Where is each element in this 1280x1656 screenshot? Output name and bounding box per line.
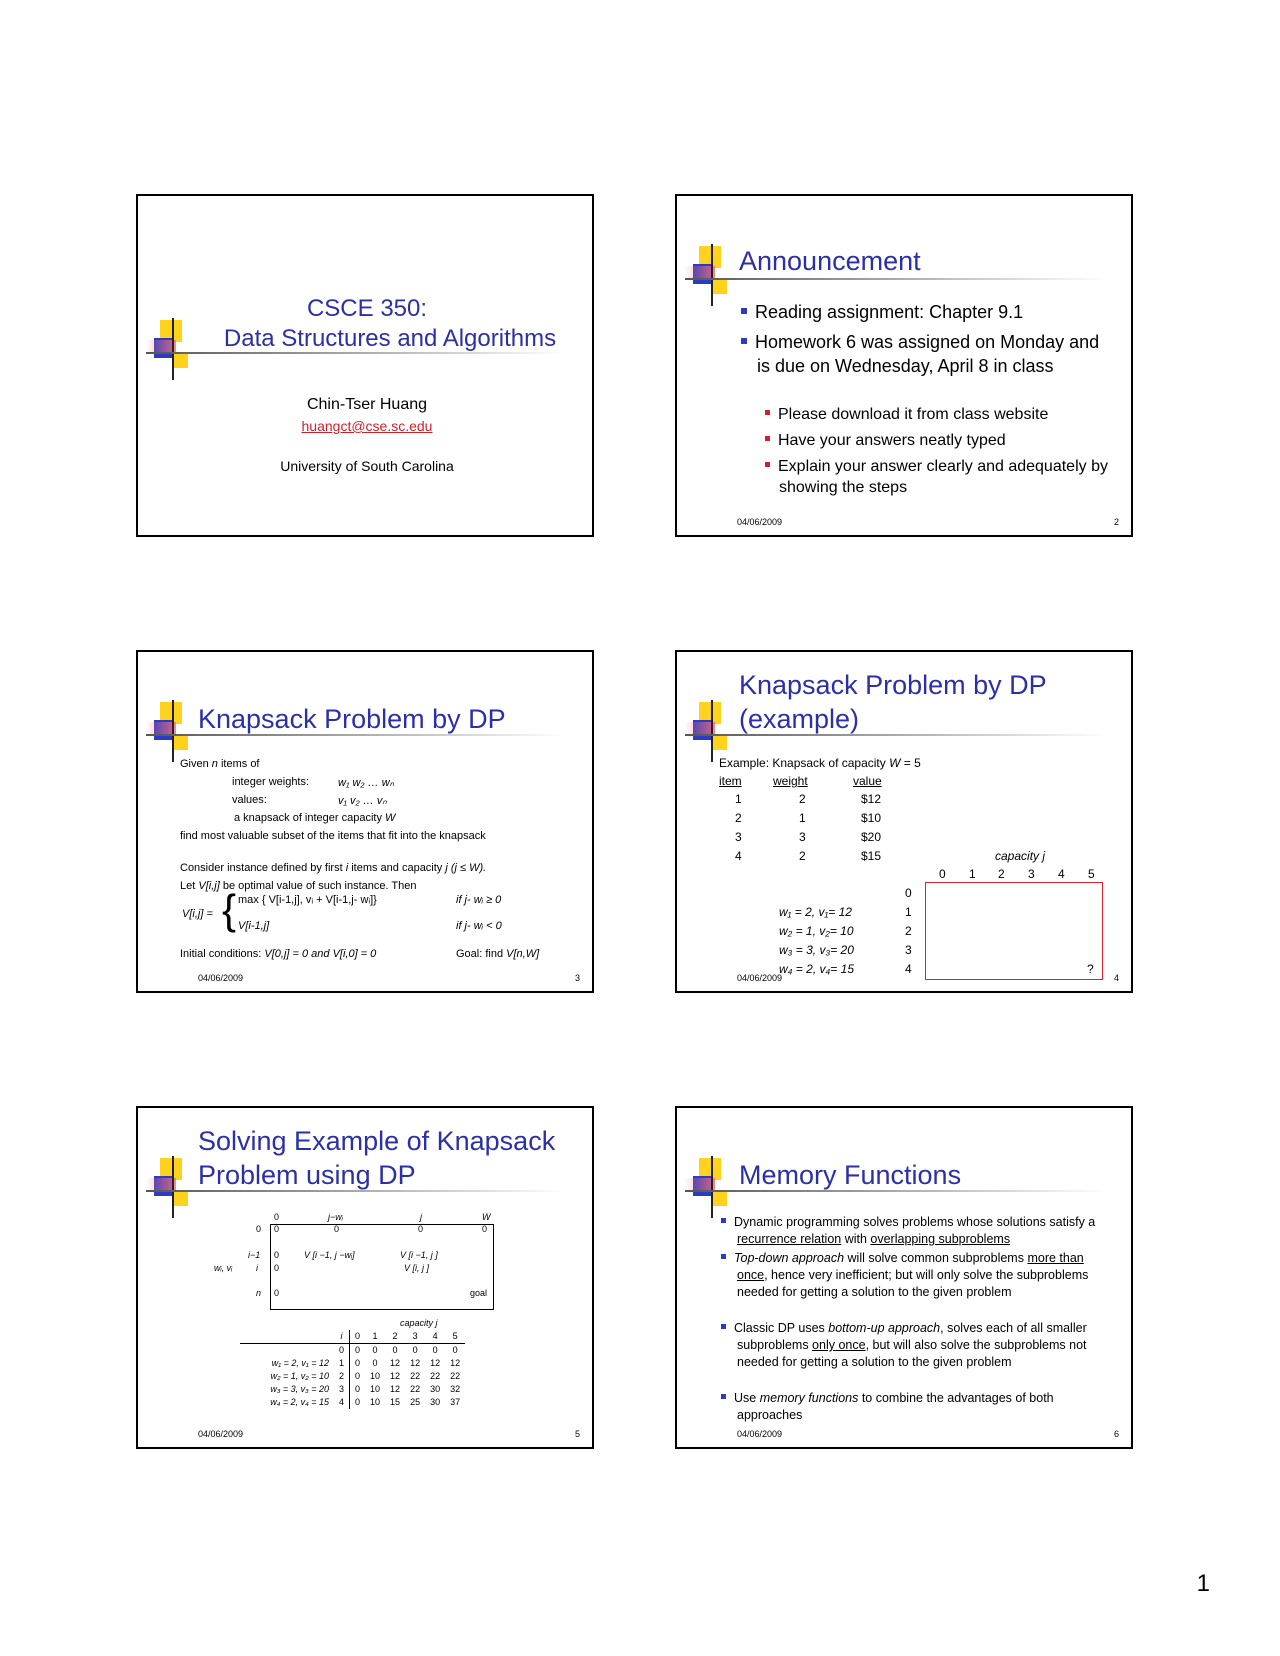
table-cell: 2	[334, 1370, 350, 1383]
weights-label: integer weights:	[232, 776, 310, 788]
table-cell: 0	[355, 1397, 361, 1407]
values-label: values:	[232, 794, 267, 806]
table-cell: 22	[410, 1384, 421, 1394]
weights-values: w₁ w₂ … wₙ	[338, 777, 395, 789]
table-cell: 30	[430, 1397, 441, 1407]
item-cell: 3	[735, 830, 742, 844]
slide-number: 5	[574, 1429, 580, 1439]
value-cell: $12	[861, 792, 882, 806]
grid-cell: V [i, j ]	[404, 1263, 430, 1273]
slide-number: 6	[1113, 1429, 1119, 1439]
table-cell: 30	[430, 1384, 441, 1394]
item-cell: 2	[735, 811, 742, 825]
col-header-value: value	[853, 774, 882, 788]
slide-2	[675, 194, 1133, 537]
row-label	[240, 1330, 334, 1344]
table-cell: 4	[432, 1331, 438, 1341]
row-index: 1	[905, 905, 912, 919]
table-cell: 10	[370, 1397, 381, 1407]
table-cell: 22	[430, 1371, 441, 1381]
grid-row-n: n	[256, 1288, 262, 1298]
table-cell: 12	[430, 1358, 441, 1368]
announcement-sub-1: Please download it from class website	[765, 404, 1125, 425]
grid-cell: V [i −1, j −wᵢ]	[304, 1250, 355, 1260]
table-cell: 12	[390, 1384, 401, 1394]
table-cell: 0	[372, 1345, 378, 1355]
table-cell: 10	[370, 1371, 381, 1381]
table-cell: 12	[410, 1358, 421, 1368]
table-cell: 12	[390, 1358, 401, 1368]
grid-cell: 0	[274, 1224, 280, 1234]
row-label: w₂ = 1, v₂ = 10	[270, 1371, 329, 1381]
author-name: Chin-Tser Huang	[306, 396, 428, 413]
grid-cell: 0	[482, 1224, 488, 1234]
goal: Goal: find V[n,W]	[456, 948, 540, 960]
grid-cell: 0	[418, 1224, 424, 1234]
grid-cell: V [i −1, j ]	[400, 1250, 438, 1260]
slide-decoration	[685, 244, 747, 306]
announcement-sub-3: Explain your answer clearly and adequately by showing the steps	[765, 456, 1131, 498]
table-cell: 0	[355, 1358, 361, 1368]
table-cell: 2	[392, 1331, 398, 1341]
solution-table	[240, 1330, 465, 1409]
value-cell: $10	[861, 811, 882, 825]
page-number: 1	[1196, 1570, 1210, 1597]
grid-cell: 0	[274, 1288, 280, 1298]
slide-date: 04/06/2009	[737, 517, 783, 527]
slide-number: 3	[574, 973, 580, 983]
table-cell: 0	[334, 1344, 350, 1358]
bullet-square-icon	[765, 436, 770, 441]
slide4-title-line2: (example)	[739, 704, 860, 734]
recurrence-case-2: V[i-1,j]	[238, 920, 270, 932]
item-label: w₁ = 2, v₁= 12	[779, 905, 852, 919]
slide-number: 2	[1113, 517, 1119, 527]
memory-bullet-2: Top-down approach will solve common subproblems more than once, hence very inefficient; but will only solve the subproblems needed for getting a solution to the given problem	[721, 1250, 1117, 1301]
grid-cell: 0	[334, 1224, 340, 1234]
table-cell: 0	[412, 1345, 418, 1355]
table-cell: 3	[334, 1383, 350, 1396]
grid-col-j: j	[420, 1212, 422, 1222]
let-line: Let V[i,j] be optimal value of such instance. Then	[180, 880, 417, 892]
slide3-title: Knapsack Problem by DP	[198, 704, 506, 734]
consider-line: Consider instance defined by first i items and capacity j (j ≤ W).	[180, 862, 487, 874]
weight-cell: 1	[799, 811, 806, 825]
item-cell: 4	[735, 849, 742, 863]
bullet-square-icon	[721, 1218, 726, 1223]
recurrence-cond-2: if j- wᵢ < 0	[456, 920, 502, 932]
grid-row-i-minus-1: i−1	[248, 1250, 261, 1260]
cap-col: 2	[998, 867, 1005, 881]
value-cell: $20	[861, 830, 882, 844]
slide-5	[136, 1106, 594, 1449]
memory-bullet-1: Dynamic programming solves problems whose solutions satisfy a recurrence relation with overlapping subproblems	[721, 1214, 1117, 1248]
table-cell: i	[334, 1330, 350, 1344]
table-cell: 22	[450, 1371, 461, 1381]
bullet-square-icon	[721, 1324, 726, 1329]
value-cell: $15	[861, 849, 882, 863]
table-cell: 32	[450, 1384, 461, 1394]
row-label: w₄ = 2, v₄ = 15	[270, 1397, 329, 1407]
row-index: 0	[905, 886, 912, 900]
slide-1	[136, 194, 594, 537]
given-line: Given n items of	[180, 758, 260, 770]
slide-decoration	[685, 1156, 747, 1218]
institution: University of South Carolina	[280, 458, 454, 474]
memory-bullet-3: Classic DP uses bottom-up approach, solves each of all smaller subproblems only once, but will also solve the subproblems not needed for getting a solution to the given problem	[721, 1320, 1117, 1371]
slide-3	[136, 650, 594, 993]
table-cell: 0	[355, 1384, 361, 1394]
table-cell: 0	[355, 1345, 361, 1355]
author-email-link[interactable]: huangct@cse.sc.edu	[301, 418, 433, 434]
row-index: 2	[905, 924, 912, 938]
grid-col-j-minus-w: j−wᵢ	[328, 1212, 343, 1222]
find-line: find most valuable subset of the items that fit into the knapsack	[180, 830, 486, 842]
slide4-title-line1: Knapsack Problem by DP	[739, 670, 1047, 700]
bullet-square-icon	[765, 462, 770, 467]
table-cell: 12	[390, 1371, 401, 1381]
recurrence-cond-1: if j- wᵢ ≥ 0	[456, 894, 502, 906]
grid-row-0: 0	[256, 1224, 262, 1234]
table-capacity-label: capacity j	[400, 1318, 438, 1328]
row-index: 4	[905, 962, 912, 976]
row-label: w₃ = 3, v₃ = 20	[270, 1384, 329, 1394]
grid-col-W: W	[482, 1212, 491, 1222]
capacity-line: a knapsack of integer capacity W	[234, 812, 396, 824]
dp-table-box	[925, 882, 1103, 980]
weight-cell: 3	[799, 830, 806, 844]
slide-decoration	[685, 700, 747, 762]
slide-date: 04/06/2009	[198, 973, 244, 983]
table-row	[240, 1344, 465, 1358]
recurrence-case-1: max { V[i-1,j], vᵢ + V[i-1,j- wᵢ]}	[238, 894, 377, 906]
slide5-title-line2: Problem using DP	[198, 1160, 416, 1190]
brace-glyph: {	[222, 886, 237, 933]
grid-goal: goal	[470, 1288, 488, 1298]
table-cell: 0	[355, 1371, 361, 1381]
table-cell: 0	[432, 1345, 438, 1355]
table-cell: 0	[372, 1358, 378, 1368]
table-cell: 12	[450, 1358, 461, 1368]
table-cell: 3	[412, 1331, 418, 1341]
col-header-item: item	[719, 774, 742, 788]
capacity-label: capacity j	[995, 849, 1046, 863]
table-row	[240, 1383, 465, 1396]
table-row	[240, 1370, 465, 1383]
grid-cell: 0	[274, 1250, 280, 1260]
bullet-square-icon	[765, 410, 770, 415]
item-cell: 1	[735, 792, 742, 806]
slide-6	[675, 1106, 1133, 1449]
row-index: 3	[905, 943, 912, 957]
item-label: w₃ = 3, v₃= 20	[779, 943, 854, 957]
item-label: w₂ = 1, v₂= 10	[779, 924, 854, 938]
table-row	[240, 1330, 465, 1344]
slide6-title: Memory Functions	[739, 1160, 962, 1190]
grid-row-i: i	[256, 1263, 258, 1273]
recurrence-lhs: V[i,j] =	[182, 908, 213, 920]
bullet-square-icon	[721, 1254, 726, 1259]
announcement-sub-2: Have your answers neatly typed	[765, 430, 1125, 451]
goal-question-mark: ?	[1087, 962, 1094, 976]
table-cell: 0	[452, 1345, 458, 1355]
weight-cell: 2	[799, 849, 806, 863]
table-row	[240, 1396, 465, 1409]
bullet-square-icon	[741, 308, 747, 314]
grid-wv-label: wᵢ, vᵢ	[214, 1263, 233, 1273]
slide-number: 4	[1113, 973, 1119, 983]
cap-col: 5	[1088, 867, 1095, 881]
example-line: Example: Knapsack of capacity W = 5	[719, 756, 921, 770]
grid-col-0: 0	[274, 1212, 280, 1222]
table-cell: 22	[410, 1371, 421, 1381]
grid-box	[270, 1224, 494, 1310]
slide1-title-line1: CSCE 350:	[306, 295, 428, 322]
slide-date: 04/06/2009	[198, 1429, 244, 1439]
col-header-weight: weight	[773, 774, 808, 788]
slide5-title-line1: Solving Example of Knapsack	[198, 1126, 556, 1156]
cap-col: 3	[1028, 867, 1035, 881]
row-label: w₁ = 2, v₁ = 12	[271, 1358, 329, 1368]
cap-col: 0	[939, 867, 946, 881]
announcement-bullet-2: Homework 6 was assigned on Monday and is due on Wednesday, April 8 in class	[741, 330, 1117, 378]
values-values: v₁ v₂ … vₙ	[338, 795, 387, 807]
item-label: w₄ = 2, v₄= 15	[779, 962, 854, 976]
slide-date: 04/06/2009	[737, 973, 783, 983]
announcement-bullet-1: Reading assignment: Chapter 9.1	[741, 300, 1121, 324]
slide2-title: Announcement	[739, 246, 921, 276]
table-cell: 10	[370, 1384, 381, 1394]
table-cell: 15	[390, 1397, 401, 1407]
row-label	[240, 1344, 334, 1358]
cap-col: 4	[1058, 867, 1065, 881]
table-cell: 0	[392, 1345, 398, 1355]
table-cell: 25	[410, 1397, 421, 1407]
weight-cell: 2	[799, 792, 806, 806]
cap-col: 1	[969, 867, 976, 881]
memory-bullet-4: Use memory functions to combine the advantages of both approaches	[721, 1390, 1117, 1424]
table-cell: 1	[372, 1331, 378, 1341]
slide-4	[675, 650, 1133, 993]
initial-conditions: Initial conditions: V[0,j] = 0 and V[i,0] = 0	[180, 948, 377, 960]
table-cell: 4	[334, 1396, 350, 1409]
table-cell: 37	[450, 1397, 461, 1407]
table-cell: 5	[452, 1331, 458, 1341]
slide-date: 04/06/2009	[737, 1429, 783, 1439]
table-cell: 1	[334, 1357, 350, 1370]
table-cell: 0	[355, 1331, 361, 1341]
bullet-square-icon	[741, 338, 747, 344]
table-row	[240, 1357, 465, 1370]
grid-cell: 0	[274, 1263, 280, 1273]
bullet-square-icon	[721, 1394, 726, 1399]
slide1-title-line2: Data Structures and Algorithms	[223, 325, 557, 352]
